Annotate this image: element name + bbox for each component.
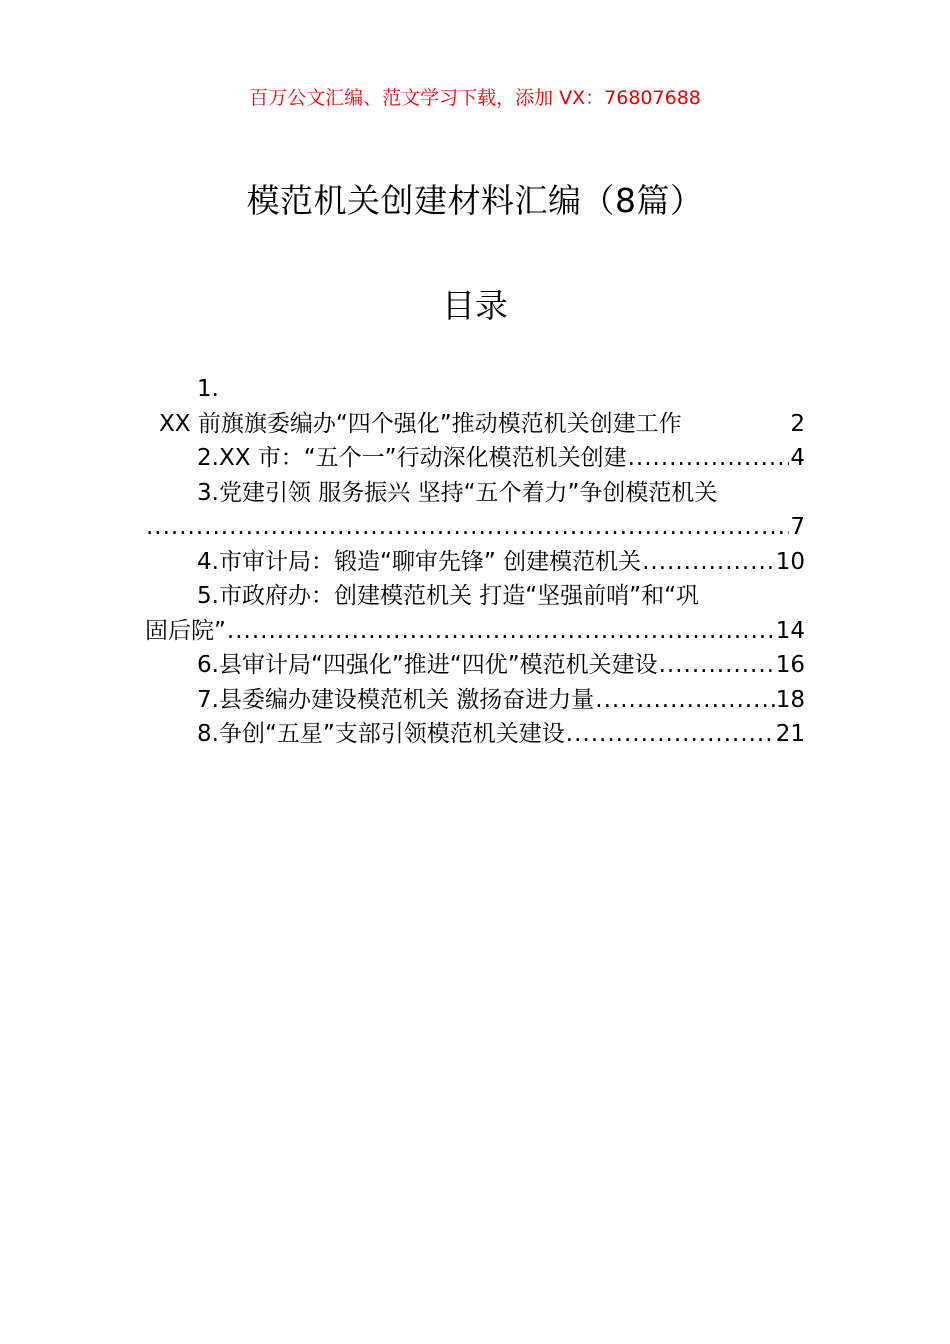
toc-heading: 目录 bbox=[442, 286, 508, 325]
toc-entry-7[interactable] bbox=[145, 683, 805, 718]
toc-entry-5[interactable] bbox=[145, 579, 805, 614]
dot-leader bbox=[566, 717, 775, 752]
toc-entry-1[interactable] bbox=[145, 407, 805, 442]
toc-page-number: 2 bbox=[790, 410, 805, 437]
toc-page-number: 10 bbox=[775, 548, 805, 575]
toc-entry-8[interactable] bbox=[145, 717, 805, 752]
toc-entry-title: 5.市政府办：创建模范机关 打造“坚强前哨”和“巩 bbox=[197, 583, 700, 609]
dot-leader bbox=[227, 614, 775, 649]
toc-entry-number: 1. bbox=[197, 376, 219, 402]
toc-page-number: 7 bbox=[790, 514, 805, 540]
dot-leader bbox=[659, 648, 775, 683]
toc-entry-title: 7.县委编办建设模范机关 激扬奋进力量 bbox=[197, 686, 595, 713]
toc-entry-title: XX 前旗旗委编办“四个强化”推动模范机关创建工作 bbox=[159, 410, 682, 437]
toc-entry-title: 6.县审计局“四强化”推进“四优”模范机关建设 bbox=[197, 652, 658, 678]
toc-entry-4[interactable] bbox=[145, 545, 805, 580]
dot-leader bbox=[642, 545, 775, 580]
toc-page-number: 18 bbox=[775, 686, 805, 713]
toc-entry-1-number-line bbox=[145, 372, 805, 407]
dot-leader bbox=[146, 510, 789, 545]
header-note: 百万公文汇编、范文学习下载，添加 VX：76807688 bbox=[249, 87, 701, 109]
toc-page-number: 4 bbox=[790, 445, 805, 471]
toc-entry-6[interactable] bbox=[145, 648, 805, 683]
toc-entry-title-continuation: 固后院” bbox=[145, 617, 226, 644]
toc-entry-3-leader-line bbox=[145, 510, 805, 545]
toc-entry-title: 4.市审计局：锻造“聊审先锋” 创建模范机关 bbox=[197, 548, 642, 575]
toc-entry-5-continuation[interactable] bbox=[145, 614, 805, 649]
toc-entry-title: 3.党建引领 服务振兴 坚持“五个着力”争创模范机关 bbox=[197, 479, 718, 506]
toc-entry-title: 8.争创“五星”支部引领模范机关建设 bbox=[197, 721, 565, 747]
toc-entry-title: 2.XX 市：“五个一”行动深化模范机关创建 bbox=[197, 445, 627, 471]
toc-page-number: 14 bbox=[775, 617, 805, 644]
toc-page-number: 16 bbox=[775, 652, 805, 678]
toc-entry-2[interactable] bbox=[145, 441, 805, 476]
document-title: 模范机关创建材料汇编（8篇） bbox=[246, 181, 704, 220]
dot-leader bbox=[628, 441, 790, 476]
toc-entry-3[interactable] bbox=[145, 476, 805, 511]
dot-leader bbox=[595, 683, 774, 718]
toc-page-number: 21 bbox=[775, 721, 805, 747]
table-of-contents bbox=[145, 372, 805, 752]
